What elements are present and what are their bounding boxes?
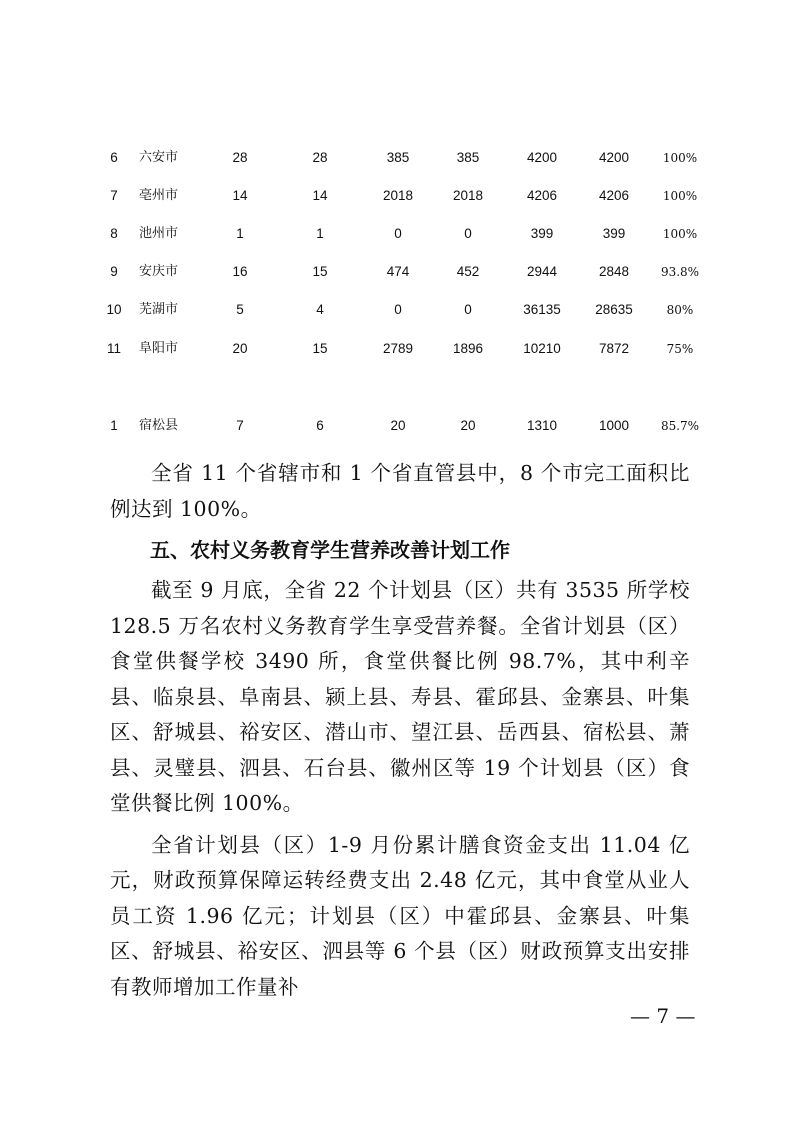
cell-f: 399 [602,226,626,241]
cell-e: 1310 [526,418,558,433]
cell-c: 2789 [382,341,414,356]
cell-d: 0 [464,302,472,317]
paragraph-funding: 全省计划县（区）1-9 月份累计膳食资金支出 11.04 亿元，财政预算保障运转经费支出 2.48 亿元，其中食堂从业人员工资 1.96 亿元；计划县（区）中霍邱县、金寨县、叶集区、舒城县、裕安区、泗县等 6 个县（区）财政预算支出安排有教师增加工作量补 [110,832,690,999]
table-row [0,337,794,361]
cell-f: 4206 [598,188,630,203]
cell-c: 385 [386,150,410,165]
cell-a: 5 [236,302,244,317]
table-row [0,184,794,208]
summary-paragraph: 全省 11 个省辖市和 1 个省直管县中，8 个市完工面积比例达到 100%。 [110,461,690,521]
cell-f: 4200 [598,150,630,165]
cell-d: 20 [460,418,476,433]
cell-b: 1 [316,226,324,241]
cell-ratio: 100% [662,227,698,241]
cell-f: 28635 [595,302,633,317]
cell-ratio: 75% [666,342,694,356]
row-index: 11 [106,341,121,356]
page-number: — 7 — [630,1004,696,1028]
cell-b: 6 [316,418,324,433]
cell-e: 36135 [523,302,561,317]
cell-c: 474 [386,264,410,279]
table-row [0,146,794,170]
cell-d: 0 [464,226,472,241]
cell-f: 7872 [598,341,630,356]
cell-d: 385 [456,150,480,165]
cell-ratio: 85.7% [660,419,700,433]
cell-b: 14 [312,188,328,203]
cell-a: 20 [232,341,248,356]
cell-a: 28 [232,150,248,165]
cell-e: 399 [530,226,554,241]
cell-e: 4206 [526,188,558,203]
row-index: 6 [110,150,118,165]
row-region: 芜湖市 [139,302,179,317]
cell-f: 1000 [598,418,630,433]
cell-e: 10210 [523,341,561,356]
row-region: 宿松县 [139,418,179,433]
table-row [0,222,794,246]
section-heading: 五、农村义务教育学生营养改善计划工作 [150,538,510,562]
cell-f: 2848 [598,264,630,279]
row-region: 六安市 [139,150,179,165]
cell-b: 15 [312,341,328,356]
row-index: 7 [110,188,118,203]
cell-e: 2944 [526,264,558,279]
row-region: 阜阳市 [139,341,179,356]
cell-a: 1 [236,226,244,241]
cell-b: 15 [312,264,328,279]
cell-a: 14 [232,188,248,203]
row-region: 池州市 [139,226,179,241]
cell-c: 2018 [382,188,414,203]
cell-b: 4 [316,302,324,317]
cell-d: 1896 [452,341,484,356]
cell-d: 452 [456,264,480,279]
row-index: 8 [110,226,118,241]
row-index: 10 [106,302,122,317]
cell-a: 7 [236,418,244,433]
row-index: 1 [110,418,118,433]
cell-c: 20 [390,418,406,433]
cell-ratio: 100% [662,189,698,203]
cell-c: 0 [394,302,402,317]
cell-d: 2018 [452,188,484,203]
cell-ratio: 93.8% [660,265,700,279]
cell-ratio: 100% [662,151,698,165]
table-row [0,260,794,284]
row-index: 9 [110,264,118,279]
body-paragraphs [110,573,690,1005]
row-region: 安庆市 [139,264,179,279]
paragraph-meal-coverage: 截至 9 月底，全省 22 个计划县（区）共有 3535 所学校 128.5 万名农村义务教育学生享受营养餐。全省计划县（区）食堂供餐学校 3490 所，食堂供餐比例 98.7%，其中利辛县、临泉县、阜南县、颍上县、寿县、霍邱县、金寨县、叶集区、舒城县、裕安区、潜山市、望江县、岳西县、宿松县、萧县、灵璧县、泗县、石台县、徽州区等 19 个计划县（区）食堂供餐比例 100%。 [110,578,690,815]
summary-paragraph-block [110,456,690,527]
table-row [0,298,794,322]
cell-a: 16 [232,264,248,279]
cell-e: 4200 [526,150,558,165]
cell-ratio: 80% [666,303,694,317]
row-region: 亳州市 [139,188,179,203]
cell-b: 28 [312,150,328,165]
cell-c: 0 [394,226,402,241]
table-row-direct-county [0,414,794,438]
